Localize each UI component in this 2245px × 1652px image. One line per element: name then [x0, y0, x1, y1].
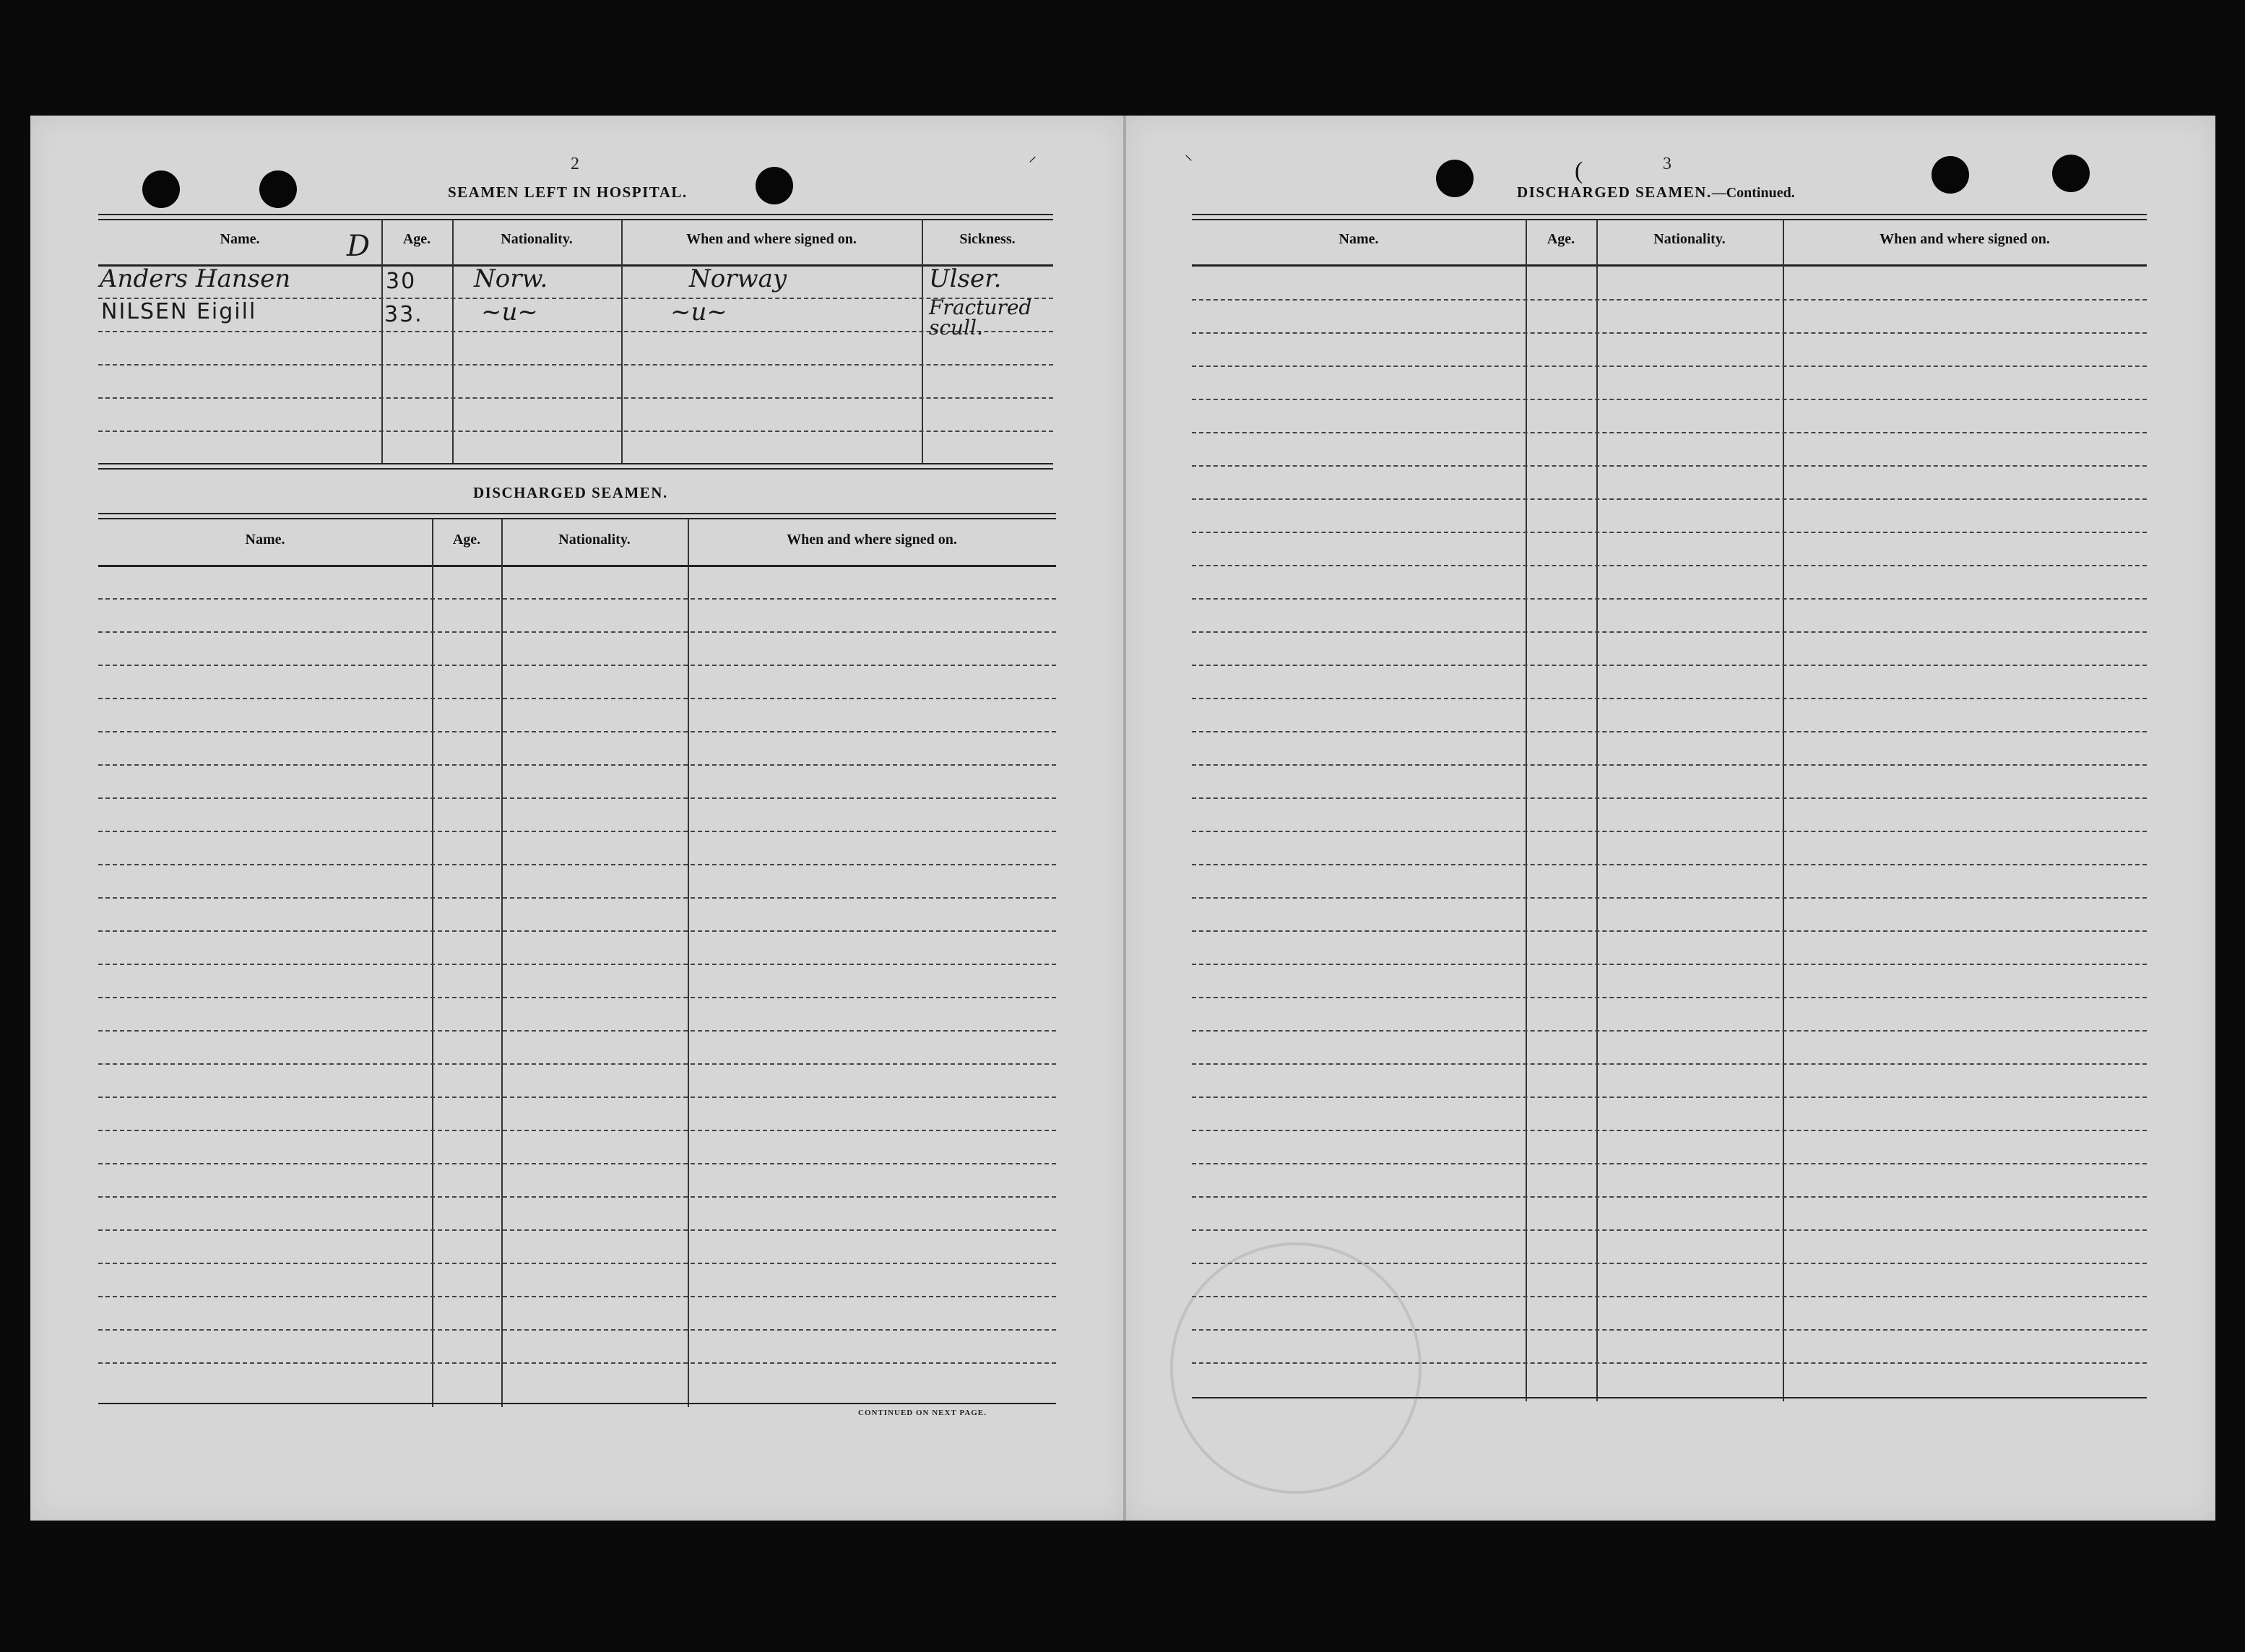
table-top-rule — [1192, 214, 2147, 215]
discharged-section-title: DISCHARGED SEAMEN. — [473, 484, 668, 501]
row-line — [98, 1296, 1056, 1297]
entry-name: Anders Hansen — [100, 264, 291, 293]
row-line — [1192, 964, 2147, 965]
punch-hole — [259, 170, 297, 208]
row-line — [98, 997, 1056, 998]
row-line — [98, 331, 1053, 332]
discharged-table-right — [1192, 214, 2147, 1401]
punch-hole — [756, 167, 793, 204]
header-signed-on: When and where signed on. — [1880, 231, 2050, 247]
row-line — [1192, 598, 2147, 600]
row-line — [98, 698, 1056, 699]
row-line — [1192, 698, 2147, 699]
discharged-table-left — [98, 513, 1056, 1401]
row-line — [1192, 897, 2147, 899]
row-line — [1192, 532, 2147, 533]
hospital-table — [98, 214, 1053, 470]
row-line — [1192, 465, 2147, 467]
row-line — [1192, 764, 2147, 766]
header-bottom-rule — [98, 565, 1056, 567]
ink-mark: ( — [1575, 157, 1583, 184]
table-top-rule — [98, 214, 1053, 215]
row-line — [1192, 498, 2147, 500]
table-bottom-rule — [98, 1403, 1056, 1404]
margin-mark: D — [347, 230, 371, 263]
row-line — [1192, 997, 2147, 998]
row-line — [98, 864, 1056, 865]
table-top-rule — [98, 219, 1053, 220]
header-bottom-rule — [1192, 264, 2147, 267]
row-line — [1192, 1097, 2147, 1098]
table-top-rule — [98, 513, 1056, 514]
table-bottom-rule — [98, 463, 1053, 464]
row-line — [98, 1097, 1056, 1098]
row-line — [98, 1130, 1056, 1131]
row-line — [98, 1196, 1056, 1198]
row-line — [98, 930, 1056, 932]
entry-sickness: Ulser. — [929, 264, 1002, 293]
entry-age: 33. — [384, 302, 423, 327]
page-number: 3 — [1663, 155, 1671, 173]
row-line — [98, 764, 1056, 766]
column-divider — [432, 519, 433, 1407]
entry-nationality: ~u~ — [481, 298, 538, 326]
column-divider — [381, 220, 383, 463]
hospital-section-title: SEAMEN LEFT IN HOSPITAL. — [448, 183, 688, 201]
continued-note: CONTINUED ON NEXT PAGE. — [858, 1409, 987, 1417]
row-line — [1192, 797, 2147, 799]
entry-sickness: Fractured scull. — [929, 295, 1032, 340]
header-sickness: Sickness. — [959, 231, 1016, 247]
header-nationality: Nationality. — [501, 231, 573, 247]
column-divider — [501, 519, 503, 1407]
row-line — [98, 665, 1056, 666]
row-line — [98, 397, 1053, 399]
header-name: Name. — [220, 231, 260, 247]
row-line — [98, 631, 1056, 633]
entry-age: 30 — [386, 269, 417, 294]
header-name: Name. — [1338, 231, 1379, 247]
row-line — [1192, 1030, 2147, 1032]
header-signed-on: When and where signed on. — [686, 231, 857, 247]
ink-mark: ⸝ — [1029, 147, 1037, 165]
row-line — [98, 731, 1056, 732]
row-line — [98, 1030, 1056, 1032]
row-line — [1192, 432, 2147, 433]
column-divider — [1526, 220, 1527, 1401]
table-top-rule — [98, 518, 1056, 519]
header-age: Age. — [452, 532, 481, 548]
row-line — [98, 364, 1053, 366]
row-line — [1192, 831, 2147, 832]
table-top-rule — [1192, 219, 2147, 220]
entry-nationality: Norw. — [474, 264, 548, 293]
row-line — [98, 831, 1056, 832]
row-line — [98, 1163, 1056, 1164]
punch-hole — [1436, 160, 1474, 197]
row-line — [1192, 1163, 2147, 1164]
column-divider — [452, 220, 454, 463]
column-divider — [621, 220, 623, 463]
row-line — [1192, 731, 2147, 732]
row-line — [98, 1329, 1056, 1331]
row-line — [1192, 631, 2147, 633]
row-line — [98, 964, 1056, 965]
column-divider — [922, 220, 923, 463]
row-line — [98, 431, 1053, 432]
table-bottom-rule — [98, 468, 1053, 470]
column-divider — [688, 519, 689, 1407]
row-line — [1192, 1229, 2147, 1231]
entry-signed-on: ~u~ — [670, 298, 727, 326]
row-line — [1192, 665, 2147, 666]
faint-stamp — [1170, 1242, 1422, 1494]
row-line — [98, 797, 1056, 799]
row-line — [98, 1229, 1056, 1231]
punch-hole — [1932, 156, 1969, 194]
row-line — [98, 1063, 1056, 1065]
row-line — [1192, 930, 2147, 932]
punch-hole — [142, 170, 180, 208]
entry-signed-on: Norway — [689, 264, 787, 293]
row-line — [1192, 565, 2147, 566]
page-number: 2 — [571, 155, 579, 173]
row-line — [1192, 332, 2147, 334]
row-line — [1192, 1130, 2147, 1131]
header-age: Age. — [1547, 231, 1575, 247]
row-line — [1192, 864, 2147, 865]
column-divider — [1783, 220, 1784, 1401]
column-divider — [1596, 220, 1598, 1401]
header-signed-on: When and where signed on. — [787, 532, 957, 548]
page-gutter — [1123, 116, 1126, 1521]
header-nationality: Nationality. — [558, 532, 631, 548]
row-line — [1192, 1063, 2147, 1065]
row-line — [1192, 1196, 2147, 1198]
ink-mark: ⸜ — [1185, 145, 1193, 163]
title-suffix: —Continued. — [1711, 185, 1795, 201]
title-text: DISCHARGED SEAMEN. — [1517, 183, 1712, 201]
entry-name: NILSEN Eigill — [101, 299, 257, 324]
row-line — [98, 897, 1056, 899]
row-line — [1192, 366, 2147, 367]
header-age: Age. — [402, 231, 431, 247]
row-line — [1192, 399, 2147, 400]
row-line — [98, 1362, 1056, 1364]
row-line — [98, 598, 1056, 600]
header-name: Name. — [245, 532, 285, 548]
discharged-continued-title — [1517, 183, 1795, 202]
punch-hole — [2052, 155, 2090, 192]
row-line — [98, 1263, 1056, 1264]
row-line — [1192, 299, 2147, 300]
header-nationality: Nationality. — [1653, 231, 1726, 247]
